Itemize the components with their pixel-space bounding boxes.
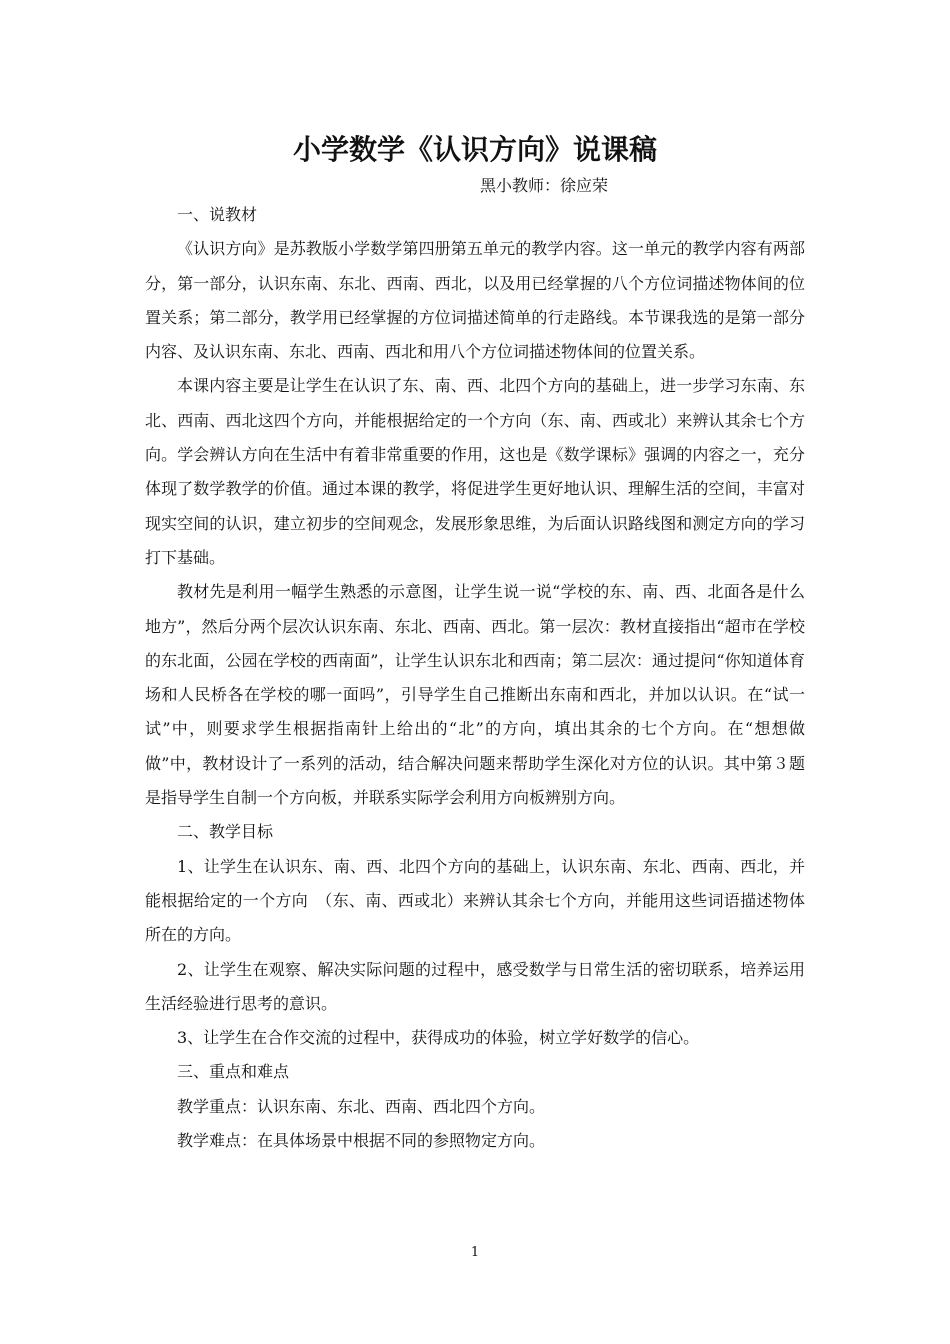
objective-item: 2、让学生在观察、解决实际问题的过程中，感受数学与日常生活的密切联系，培养运用生活经验进行思考的意识。 <box>145 959 805 1013</box>
key-point-item: 教学重点：认识东南、东北、西南、西北四个方向。 <box>177 1096 546 1116</box>
body-paragraph: 本课内容主要是让学生在认识了东、南、西、北四个方向的基础上，进一步学习东南、东北、西南、西北这四个方向，并能根据给定的一个方向（东、南、西或北）来辨认其余七个方向。学会辨认方向在生活中有着非常重要的作用，这也是《数学课标》强调的内容之一，充分体现了数学教学的价值。通过本课的教学，将促进学生更好地认识、理解生活的空间，丰富对现实空间的认识，建立初步的空间观念，发展形象思维，为后面认识路线图和测定方向的学习打下基础。 <box>145 376 805 567</box>
difficulty-item: 教学难点：在具体场景中根据不同的参照物定方向。 <box>177 1131 546 1151</box>
section-heading-textbook: 一、说教材 <box>177 205 258 224</box>
section-heading-objectives: 二、教学目标 <box>177 822 274 842</box>
document-title: 小学数学《认识方向》说课稿 <box>292 133 657 166</box>
objective-item: 1、让学生在认识东、南、西、北四个方向的基础上，认识东南、东北、西南、西北，并能根据给定的一个方向 （东、南、西或北）来辨认其余七个方向，并能用这些词语描述物体所在的方向。 <box>145 856 805 945</box>
section-heading-key-points: 三、重点和难点 <box>177 1062 290 1082</box>
body-paragraph: 教材先是利用一幅学生熟悉的示意图，让学生说一说“学校的东、南、西、北面各是什么地方”，然后分两个层次认识东南、东北、西南、西北。第一层次：教材直接指出“超市在学校的东北面，公园在学校的西南面”，让学生认识东北和西南；第二层次：通过提问“你知道体育场和人民桥各在学校的哪一面吗”，引导学生自己推断出东南和西北，并加以认识。在“试一试”中，则要求学生根据指南针上给出的“北”的方向，填出其余的七个方向。在“想想做做”中，教材设计了一系列的活动，结合解决问题来帮助学生深化对方位的认识。其中第３题是指导学生自制一个方向板，并联系实际学会利用方向板辨别方向。 <box>145 582 805 808</box>
author-line: 黑小教师：徐应荣 <box>480 176 609 195</box>
page-number: 1 <box>470 1245 480 1260</box>
body-paragraph: 《认识方向》是苏教版小学数学第四册第五单元的教学内容。这一单元的教学内容有两部分，第一部分，认识东南、东北、西南、西北，以及用已经掌握的八个方位词描述物体间的位置关系；第二部分，教学用已经掌握的方位词描述简单的行走路线。本节课我选的是第一部分内容、及认识东南、东北、西南、西北和用八个方位词描述物体间的位置关系。 <box>145 239 805 362</box>
document-body <box>145 198 805 1158</box>
objective-item: 3、让学生在合作交流的过程中，获得成功的体验，树立学好数学的信心。 <box>177 1028 700 1048</box>
